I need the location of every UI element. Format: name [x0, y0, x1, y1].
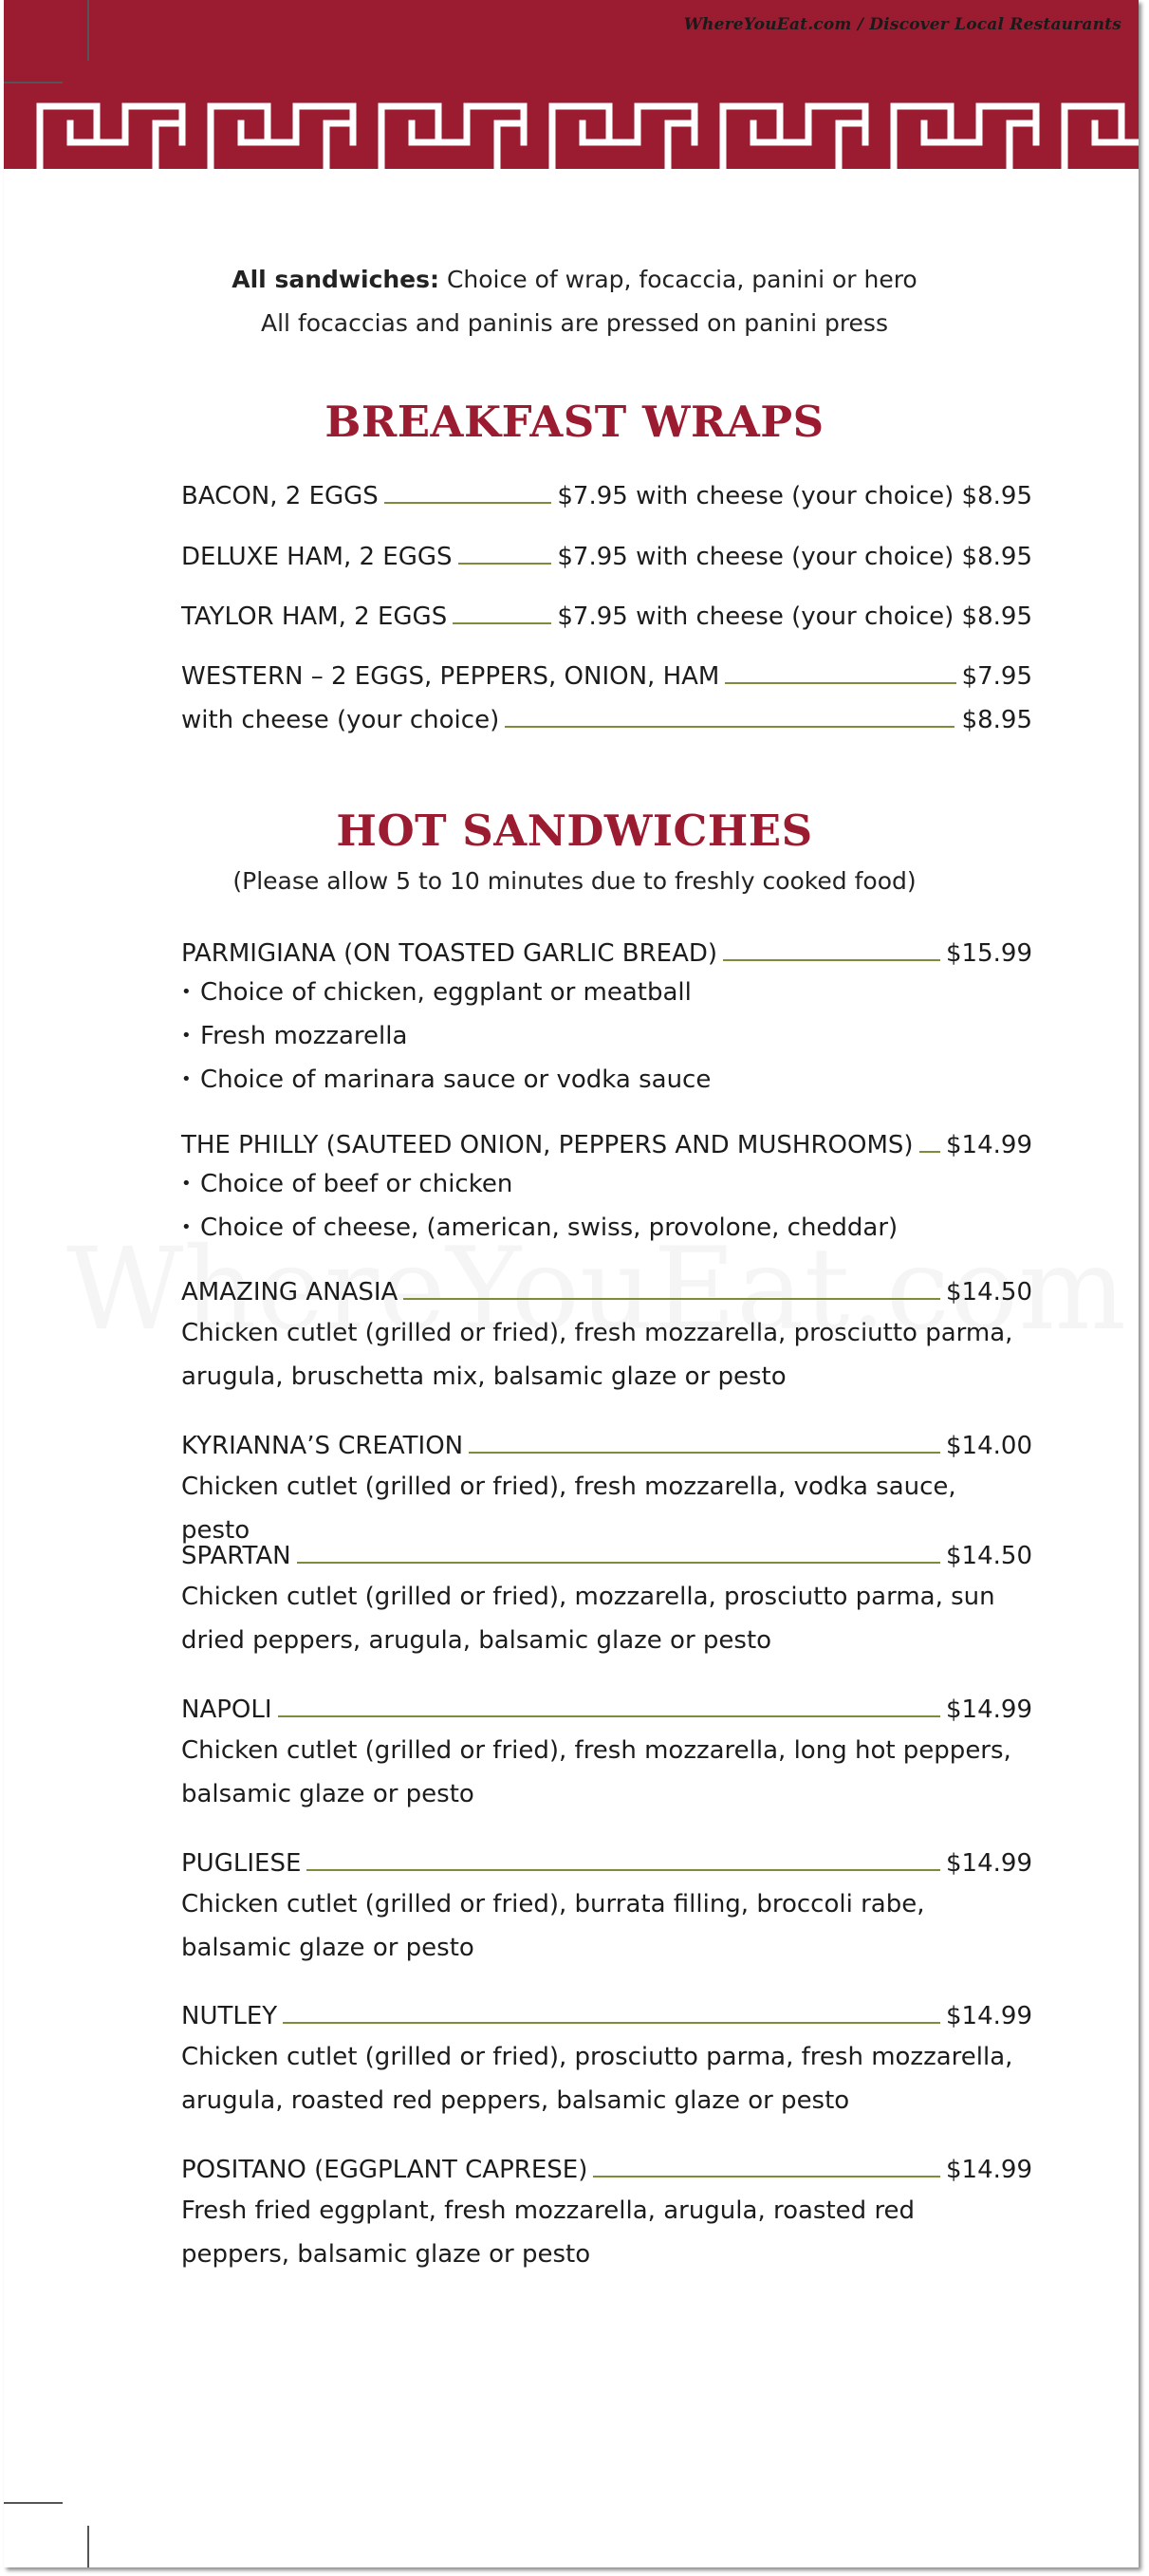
- bullet-item: [181, 1170, 1032, 1198]
- item-name: THE PHILLY (SAUTEED ONION, PEPPERS AND MUSHROOMS): [181, 1131, 914, 1159]
- leader-line: [919, 1151, 940, 1153]
- item-price: $14.50: [946, 1542, 1032, 1570]
- item-description: Chicken cutlet (grilled or fried), prosciutto parma, fresh mozzarella, arugula, roasted red peppers, balsamic glaze or pesto: [181, 2043, 1013, 2115]
- item-price: $15.99: [946, 939, 1032, 968]
- menu-item-parmigiana: [181, 934, 1032, 968]
- menu-item-bacon: [181, 476, 1032, 510]
- leader-line: [297, 1562, 940, 1564]
- item-price: $14.99: [946, 1696, 1032, 1724]
- leader-line: [725, 682, 955, 684]
- item-name: SPARTAN: [181, 1542, 291, 1570]
- menu-item-nutley: [181, 1996, 1032, 2030]
- hot-sandwiches-heading: HOT SANDWICHES: [336, 806, 813, 856]
- bullet-item: [181, 1214, 1032, 1242]
- menu-item-taylor-ham: [181, 597, 1032, 631]
- bullet-text: Fresh mozzarella: [200, 1022, 408, 1050]
- item-price: $14.99: [946, 1131, 1032, 1159]
- item-price: $14.50: [946, 1278, 1032, 1307]
- item-price: $7.95 with cheese (your choice) $8.95: [557, 543, 1032, 571]
- item-name: with cheese (your choice): [181, 706, 500, 734]
- bullet-text: Choice of marinara sauce or vodka sauce: [200, 1066, 712, 1094]
- item-price: $14.99: [946, 1849, 1032, 1878]
- crop-mark-top-v: [87, 0, 89, 61]
- bullet-text: Choice of cheese, (american, swiss, provolone, cheddar): [200, 1214, 899, 1242]
- item-name: POSITANO (EGGPLANT CAPRESE): [181, 2156, 588, 2184]
- menu-item-napoli: [181, 1690, 1032, 1724]
- item-name: DELUXE HAM, 2 EGGS: [181, 543, 453, 571]
- menu-item-pugliese: [181, 1844, 1032, 1878]
- menu-item-spartan: [181, 1536, 1032, 1570]
- intro-line-1: [0, 266, 1149, 293]
- item-name: AMAZING ANASIA: [181, 1278, 398, 1307]
- menu-item-western-cheese: [181, 700, 1032, 734]
- bullet-icon: •: [181, 982, 192, 1002]
- item-description: Chicken cutlet (grilled or fried), fresh mozzarella, long hot peppers, balsamic glaze or pesto: [181, 1736, 1011, 1808]
- bullet-icon: •: [181, 1174, 192, 1194]
- leader-line: [469, 1452, 940, 1454]
- item-description: Fresh fried eggplant, fresh mozzarella, arugula, roasted red peppers, balsamic glaze or pesto: [181, 2196, 916, 2269]
- menu-item-deluxe-ham: [181, 537, 1032, 571]
- site-credit: WhereYouEat.com / Discover Local Restaurants: [683, 15, 1121, 34]
- item-name: WESTERN – 2 EGGS, PEPPERS, ONION, HAM: [181, 662, 720, 691]
- leader-line: [306, 1869, 940, 1871]
- menu-item-amazing-anasia: [181, 1272, 1032, 1307]
- item-name: KYRIANNA’S CREATION: [181, 1432, 464, 1460]
- item-name: BACON, 2 EGGS: [181, 482, 379, 510]
- leader-line: [384, 502, 552, 504]
- item-price: $7.95 with cheese (your choice) $8.95: [557, 602, 1032, 631]
- item-name: PARMIGIANA (ON TOASTED GARLIC BREAD): [181, 939, 718, 968]
- item-price: $14.99: [946, 2156, 1032, 2184]
- item-name: PUGLIESE: [181, 1849, 302, 1878]
- hot-sandwiches-note: (Please allow 5 to 10 minutes due to freshly cooked food): [232, 867, 917, 895]
- bullet-item: [181, 1022, 1032, 1050]
- item-description: Chicken cutlet (grilled or fried), fresh mozzarella, vodka sauce, pesto: [181, 1473, 956, 1545]
- bullet-item: [181, 1066, 1032, 1094]
- leader-line: [505, 726, 954, 728]
- item-price: $7.95: [961, 662, 1032, 691]
- intro-text: Choice of wrap, focaccia, panini or hero: [439, 266, 917, 293]
- item-name: NUTLEY: [181, 2002, 278, 2030]
- bullet-item: [181, 978, 1032, 1007]
- intro-line-2: All focaccias and paninis are pressed on panini press: [261, 309, 888, 337]
- item-price: $7.95 with cheese (your choice) $8.95: [557, 482, 1032, 510]
- bullet-icon: •: [181, 1026, 192, 1046]
- menu-item-kyriannas-creation: [181, 1426, 1032, 1460]
- bullet-icon: •: [181, 1217, 192, 1237]
- item-name: NAPOLI: [181, 1696, 272, 1724]
- item-description: Chicken cutlet (grilled or fried), burrata filling, broccoli rabe, balsamic glaze or pesto: [181, 1890, 925, 1962]
- item-description: Chicken cutlet (grilled or fried), mozzarella, prosciutto parma, sun dried peppers, arugula, balsamic glaze or pesto: [181, 1583, 995, 1655]
- leader-line: [453, 622, 551, 624]
- crop-mark-top-h: [4, 82, 63, 83]
- item-description: Chicken cutlet (grilled or fried), fresh mozzarella, prosciutto parma, arugula, bruschetta mix, balsamic glaze or pesto: [181, 1319, 1013, 1391]
- bullet-icon: •: [181, 1069, 192, 1089]
- item-price: $14.00: [946, 1432, 1032, 1460]
- menu-item-philly: [181, 1125, 1032, 1159]
- leader-line: [723, 959, 940, 961]
- leader-line: [458, 563, 552, 565]
- menu-item-western: [181, 657, 1032, 691]
- bullet-text: Choice of beef or chicken: [200, 1170, 513, 1198]
- item-price: $14.99: [946, 2002, 1032, 2030]
- leader-line: [593, 2176, 940, 2178]
- item-name: TAYLOR HAM, 2 EGGS: [181, 602, 448, 631]
- leader-line: [403, 1298, 940, 1300]
- crop-mark-bottom-v: [87, 2526, 89, 2567]
- intro-label: All sandwiches:: [232, 266, 440, 293]
- breakfast-heading: BREAKFAST WRAPS: [324, 397, 825, 447]
- bullet-text: Choice of chicken, eggplant or meatball: [200, 978, 692, 1007]
- crop-mark-bottom-h: [4, 2502, 63, 2504]
- leader-line: [283, 2022, 940, 2024]
- leader-line: [278, 1715, 940, 1717]
- menu-item-positano: [181, 2150, 1032, 2184]
- item-price: $8.95: [961, 706, 1032, 734]
